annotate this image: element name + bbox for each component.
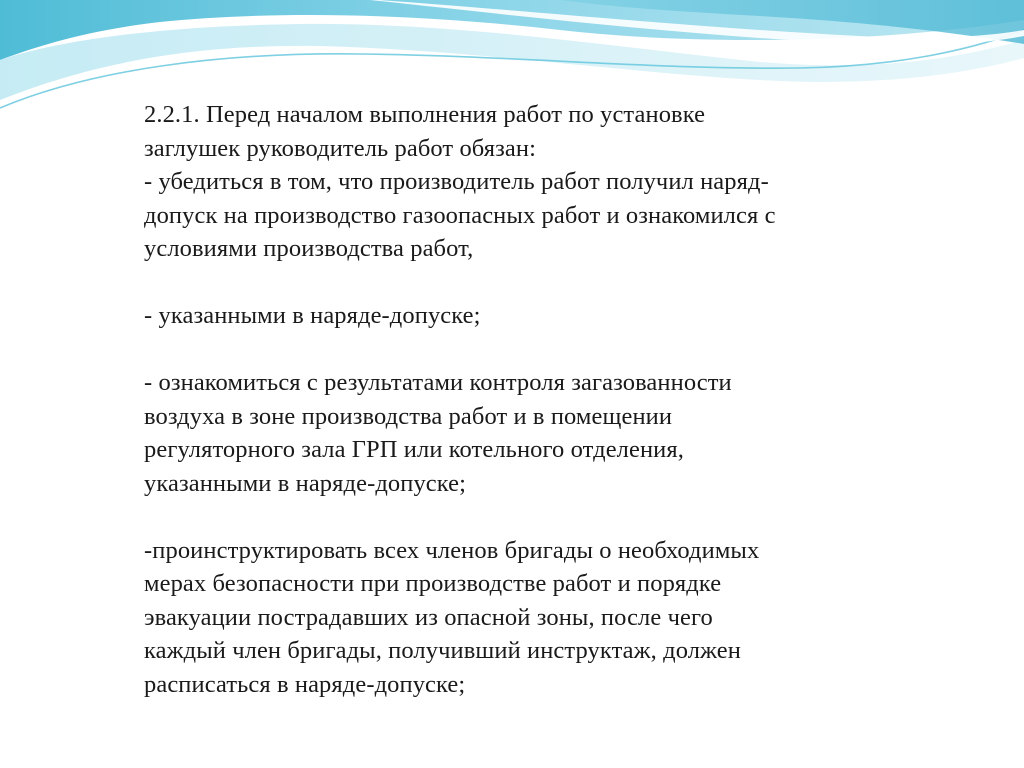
paragraph-item-2: - указанными в наряде-допуске; [144,302,481,329]
paragraph-gap [144,500,904,534]
paragraph-gap [144,266,904,300]
paragraph-item-4: -проинструктировать всех членов бригады о необходимых мерах безопасности при производстве работ и порядке эвакуации пострадавших из опасной зоны, после чего каждый член бригады, получивший инструктаж, должен расписаться в наряде-допуске; [144,536,760,698]
paragraph-gap [144,333,904,367]
paragraph-item-3: - ознакомиться с результатами контроля загазованности воздуха в зоне производства работ и в помещении регуляторного зала ГРП или котельного отделения, указанными в наряде-допуске; [144,369,732,497]
paragraph-intro: 2.2.1. Перед началом выполнения работ по установке заглушек руководитель работ обязан: [144,101,706,162]
paragraph-item-1: - убедиться в том, что производитель работ получил наряд- допуск на производство газоопасных работ и ознакомился с условиями производства работ, [144,168,776,262]
slide-body [144,98,904,701]
